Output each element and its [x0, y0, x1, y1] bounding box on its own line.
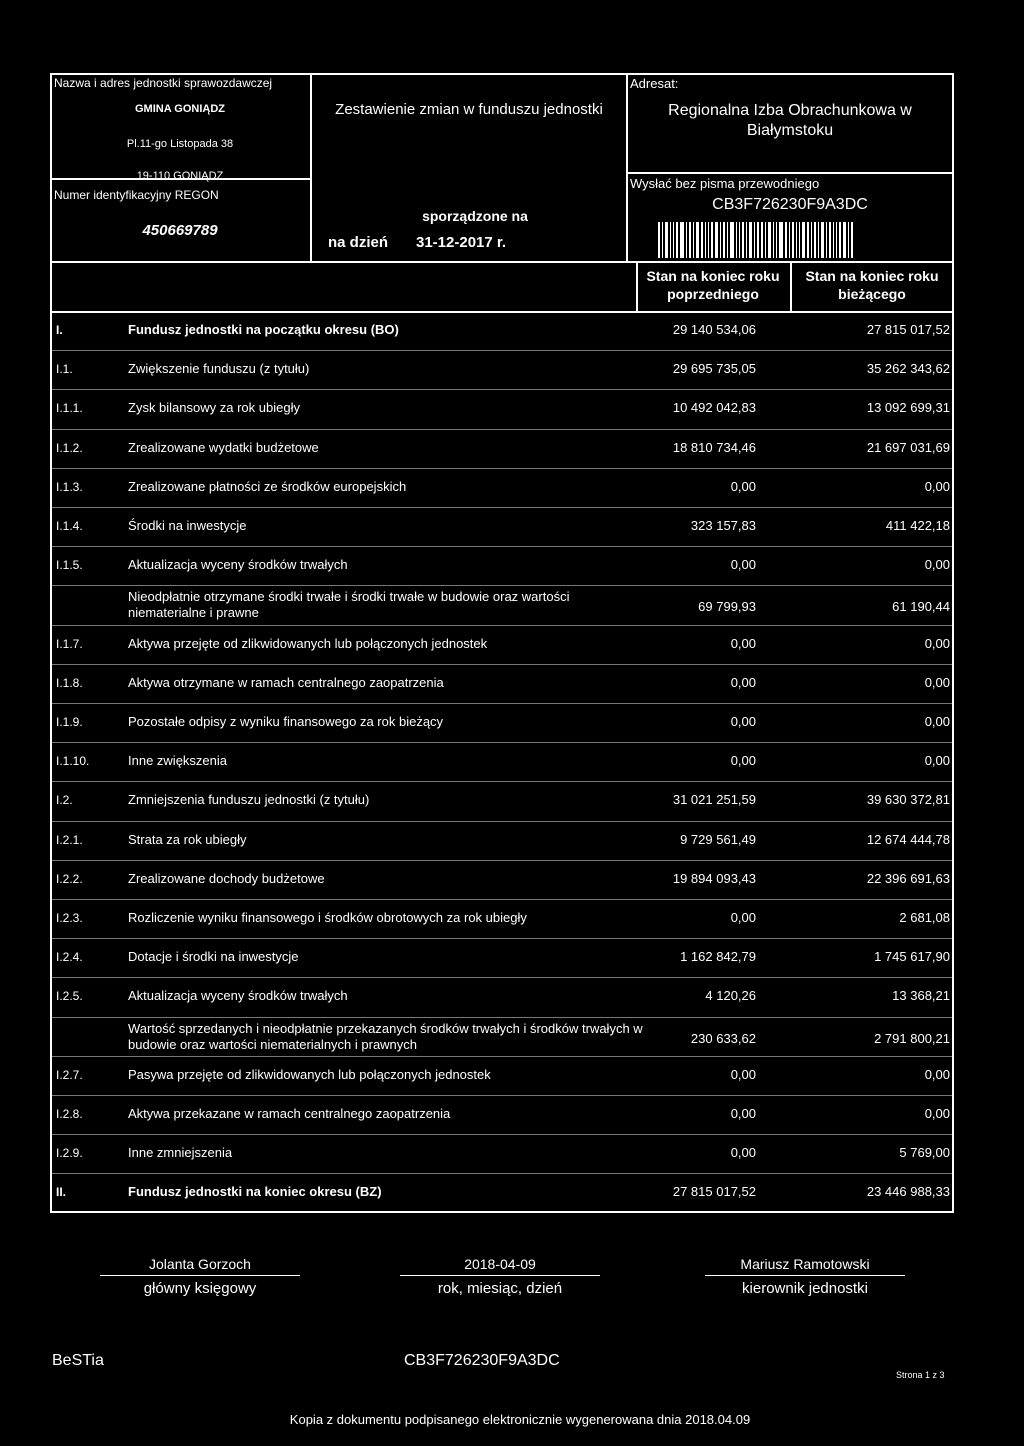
row-prev-value: 0,00 [730, 478, 756, 494]
table-row [52, 311, 952, 351]
row-divider [52, 781, 952, 782]
row-label: Wartość sprzedanych i nieodpłatnie przekazanych środków trwałych i środków trwałych w budowie oraz wartości niematerialnych i prawnych [128, 1020, 643, 1052]
header-divider-right [626, 73, 628, 263]
table-row [52, 546, 952, 586]
date-label: na dzień [328, 234, 389, 251]
table-row [52, 938, 952, 978]
row-number: I.2.5. [56, 989, 83, 1004]
row-label: Inne zwiększenia [128, 753, 227, 769]
row-curr-value: 1 745 617,90 [874, 949, 950, 965]
regon-label: Numer identyfikacyjny REGON [54, 188, 219, 202]
row-number: I.1. [56, 362, 73, 377]
unit-name: GMINA GONIĄDZ [134, 103, 226, 115]
row-label: Aktywa przekazane w ramach centralnego zaopatrzenia [128, 1106, 451, 1121]
row-number: II. [56, 1185, 67, 1200]
row-number: I.1.4. [56, 519, 83, 533]
row-prev-value: 18 810 734,46 [672, 439, 756, 455]
row-divider [52, 1095, 952, 1096]
row-prev-value: 0,00 [730, 635, 756, 651]
row-divider [52, 507, 952, 508]
row-prev-value: 9 729 561,49 [680, 831, 756, 847]
row-divider [52, 742, 952, 743]
row-curr-value: 0,00 [924, 635, 950, 651]
table-row [52, 899, 952, 939]
row-curr-value: 0,00 [924, 714, 950, 729]
row-divider [52, 625, 952, 626]
document-title: Zestawienie zmian w funduszu jednostki [335, 101, 603, 118]
row-prev-value: 4 120,26 [705, 988, 756, 1004]
table-row [52, 468, 952, 508]
row-prev-value: 31 021 251,59 [672, 792, 756, 808]
table-row [52, 742, 952, 782]
row-label: Zrealizowane wydatki budżetowe [128, 439, 319, 455]
table-row [52, 1017, 952, 1057]
table-row [52, 821, 952, 861]
row-number: I. [56, 323, 63, 337]
table-row [52, 703, 952, 743]
row-number: I.1.7. [56, 636, 83, 651]
barcode-icon [658, 222, 932, 258]
row-curr-value: 0,00 [924, 674, 950, 690]
row-curr-value: 0,00 [924, 557, 950, 573]
row-curr-value: 2 681,08 [899, 910, 950, 925]
row-curr-value: 39 630 372,81 [866, 792, 950, 808]
accountant-role: główny księgowy [143, 1280, 257, 1297]
row-label: Dotacje i środki na inwestycje [128, 949, 299, 965]
column-curr-header: Stan na koniec roku bieżącego [805, 268, 939, 302]
table-row [52, 585, 952, 625]
row-divider [52, 860, 952, 861]
row-prev-value: 0,00 [730, 674, 756, 690]
table-row [52, 1056, 952, 1096]
row-curr-value: 13 368,21 [892, 988, 950, 1004]
row-number: I.1.9. [56, 715, 83, 729]
row-number: I.1.3. [56, 479, 83, 494]
row-divider [52, 585, 952, 586]
row-curr-value: 12 674 444,78 [866, 831, 950, 847]
recipient-name: Regionalna Izba Obrachunkowa w Białymstoku [668, 102, 912, 139]
row-label: Aktywa otrzymane w ramach centralnego zaopatrzenia [128, 674, 444, 690]
accountant-name: Jolanta Gorzoch [149, 1256, 251, 1272]
row-curr-value: 0,00 [924, 1106, 950, 1121]
prepared-label: sporządzone na [422, 208, 528, 224]
row-number: I.2.4. [56, 950, 83, 965]
table-row [52, 977, 952, 1017]
row-divider [52, 1134, 952, 1135]
footer-note: Kopia z dokumentu podpisanego elektronicznie wygenerowana dnia 2018.04.09 [289, 1412, 751, 1427]
row-divider [52, 468, 952, 469]
row-number: I.1.8. [56, 675, 83, 690]
row-curr-value: 61 190,44 [892, 599, 950, 615]
recipient-label: Adresat: [630, 76, 679, 91]
table-row [52, 1173, 952, 1213]
row-curr-value: 2 791 800,21 [874, 1030, 950, 1046]
row-label: Pasywa przejęte od zlikwidowanych lub połączonych jednostek [128, 1066, 491, 1082]
footer-code: CB3F726230F9A3DC [404, 1352, 560, 1369]
row-prev-value: 0,00 [730, 753, 756, 769]
row-divider [52, 429, 952, 430]
row-curr-value: 0,00 [924, 753, 950, 769]
row-number: I.2.8. [56, 1107, 83, 1121]
row-curr-value: 35 262 343,62 [866, 361, 950, 377]
row-prev-value: 323 157,83 [690, 518, 756, 533]
unit-label: Nazwa i adres jednostki sprawozdawczej [54, 76, 273, 90]
unit-city: 19-110 GONIĄDZ [136, 170, 224, 182]
row-label: Fundusz jednostki na początku okresu (BO) [128, 322, 399, 337]
doc-code: CB3F726230F9A3DC [712, 196, 868, 213]
head-name: Mariusz Ramotowski [740, 1256, 870, 1272]
row-number: I.1.5. [56, 558, 83, 573]
signature-line-accountant [100, 1275, 300, 1276]
row-divider [52, 977, 952, 978]
unit-street: Pl.11-go Listopada 38 [126, 138, 234, 150]
row-prev-value: 0,00 [730, 1106, 756, 1121]
row-prev-value: 27 815 017,52 [672, 1184, 756, 1200]
row-divider [52, 1173, 952, 1174]
row-divider [52, 821, 952, 822]
row-divider [52, 899, 952, 900]
row-curr-value: 13 092 699,31 [866, 400, 950, 416]
row-number: I.1.1. [56, 401, 83, 416]
row-label: Aktywa przejęte od zlikwidowanych lub połączonych jednostek [128, 635, 488, 651]
row-prev-value: 230 633,62 [690, 1030, 756, 1046]
row-label: Rozliczenie wyniku finansowego i środków obrotowych za rok ubiegły [128, 910, 527, 925]
row-prev-value: 29 695 735,05 [672, 361, 756, 377]
row-divider [52, 1056, 952, 1057]
regon-value: 450669789 [142, 222, 218, 239]
row-number: I.2.2. [56, 871, 83, 886]
signature-line-date [400, 1275, 600, 1276]
row-curr-value: 22 396 691,63 [866, 870, 950, 886]
footer-page: Strona 1 z 3 [896, 1370, 945, 1380]
row-label: Zwiększenie funduszu (z tytułu) [128, 361, 310, 377]
header-inner-line-right [626, 172, 954, 174]
row-number: I.2. [56, 793, 73, 808]
send-note: Wysłać bez pisma przewodniego [630, 176, 820, 191]
row-curr-value: 27 815 017,52 [866, 322, 950, 337]
row-prev-value: 0,00 [730, 1066, 756, 1082]
table-row [52, 664, 952, 704]
row-divider [52, 389, 952, 390]
footer-software: BeSTia [52, 1352, 104, 1369]
row-label: Fundusz jednostki na koniec okresu (BZ) [128, 1184, 382, 1200]
row-divider [52, 703, 952, 704]
row-prev-value: 0,00 [730, 714, 756, 729]
row-label: Zrealizowane płatności ze środków europejskich [128, 478, 407, 494]
row-curr-value: 411 422,18 [885, 518, 950, 533]
row-divider [52, 1017, 952, 1018]
head-role: kierownik jednostki [742, 1280, 868, 1297]
row-label: Aktualizacja wyceny środków trwałych [128, 557, 348, 573]
row-prev-value: 10 492 042,83 [672, 400, 756, 416]
table-row [52, 389, 952, 429]
row-curr-value: 0,00 [924, 478, 950, 494]
table-row [52, 507, 952, 547]
column-prev-header: Stan na koniec roku poprzedniego [646, 268, 780, 302]
row-number: I.2.1. [56, 832, 83, 847]
row-number: I.2.7. [56, 1067, 83, 1082]
row-prev-value: 1 162 842,79 [680, 949, 756, 965]
row-label: Nieodpłatnie otrzymane środki trwałe i środki trwałe w budowie oraz wartości niematerialne i prawne [128, 589, 570, 621]
row-number: I.2.3. [56, 911, 83, 925]
row-divider [52, 546, 952, 547]
table-row [52, 860, 952, 900]
row-curr-value: 5 769,00 [899, 1145, 950, 1161]
row-number: I.1.2. [56, 440, 83, 455]
signature-date: 2018-04-09 [464, 1256, 536, 1272]
table-row [52, 429, 952, 469]
date-value: 31-12-2017 r. [416, 234, 507, 251]
row-label: Zysk bilansowy za rok ubiegły [128, 400, 300, 416]
row-prev-value: 0,00 [730, 557, 756, 573]
table-row [52, 1134, 952, 1174]
row-number: I.2.9. [56, 1146, 83, 1161]
row-curr-value: 23 446 988,33 [866, 1184, 950, 1200]
date-role: rok, miesiąc, dzień [437, 1280, 563, 1297]
row-curr-value: 21 697 031,69 [866, 439, 950, 455]
table-row [52, 350, 952, 390]
signature-line-head [705, 1275, 905, 1276]
row-prev-value: 19 894 093,43 [672, 870, 756, 886]
row-label: Zmniejszenia funduszu jednostki (z tytułu) [128, 792, 370, 808]
row-divider [52, 350, 952, 351]
row-label: Aktualizacja wyceny środków trwałych [128, 988, 348, 1004]
row-label: Środki na inwestycje [128, 518, 247, 533]
row-divider [52, 938, 952, 939]
row-curr-value: 0,00 [924, 1066, 950, 1082]
table-row [52, 781, 952, 821]
row-prev-value: 0,00 [730, 910, 756, 925]
table-row [52, 625, 952, 665]
row-label: Inne zmniejszenia [128, 1145, 233, 1161]
row-prev-value: 0,00 [730, 1145, 756, 1161]
row-label: Pozostałe odpisy z wyniku finansowego za rok bieżący [128, 714, 444, 729]
row-divider [52, 664, 952, 665]
row-label: Strata za rok ubiegły [128, 831, 247, 847]
row-prev-value: 29 140 534,06 [672, 322, 756, 337]
table-row [52, 1095, 952, 1135]
row-prev-value: 69 799,93 [698, 599, 756, 615]
row-label: Zrealizowane dochody budżetowe [128, 870, 325, 886]
row-number: I.1.10. [56, 754, 90, 769]
